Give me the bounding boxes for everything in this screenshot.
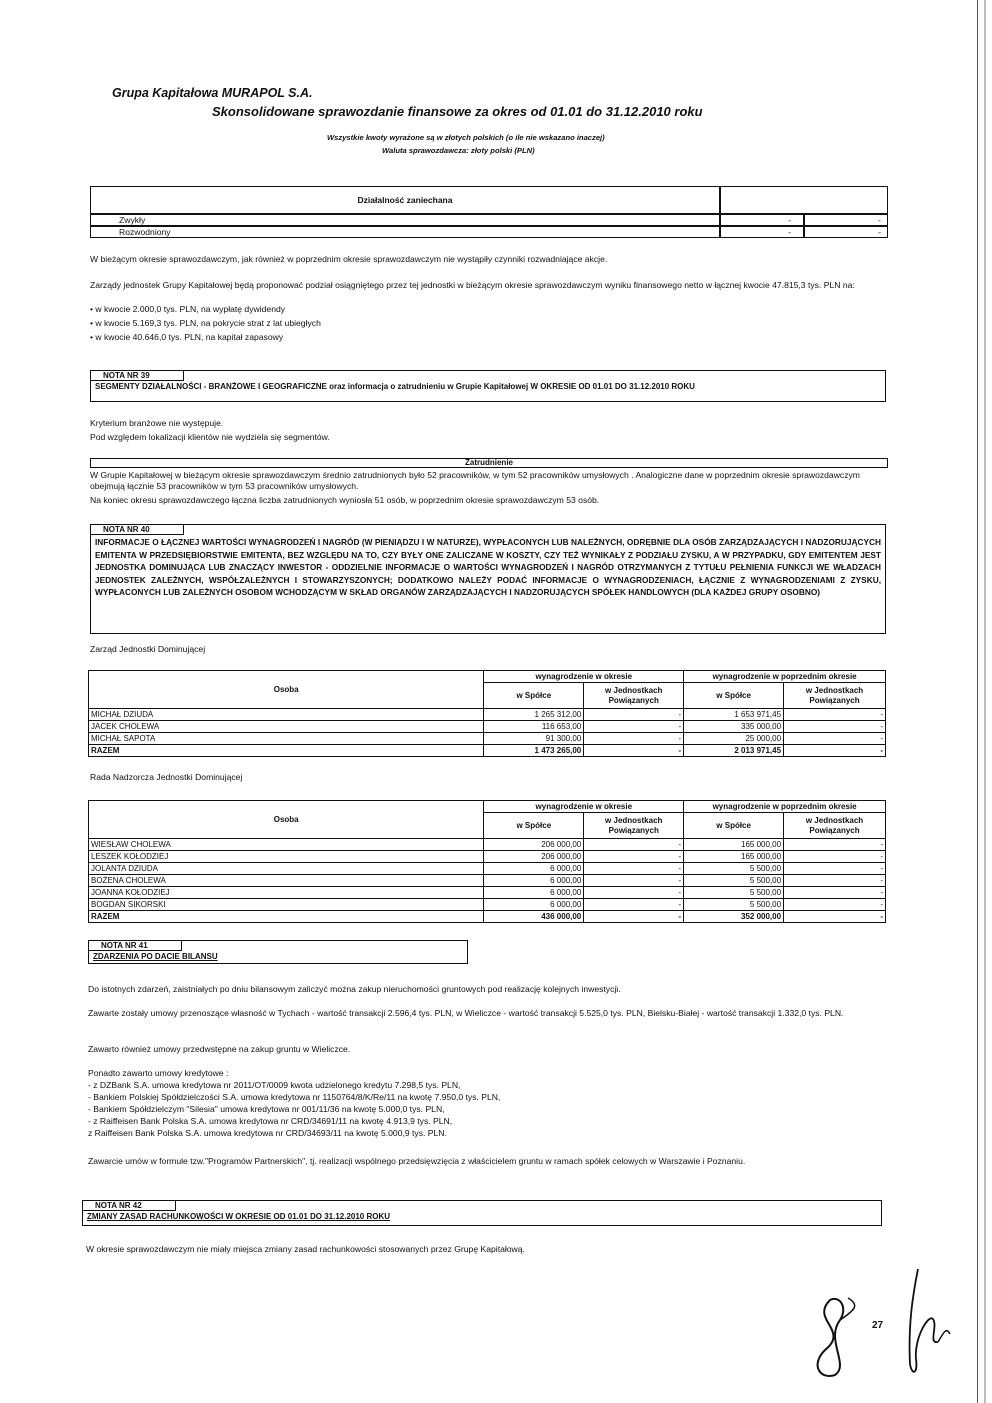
cell-value: - (584, 733, 684, 745)
col-company: w Spółce (684, 813, 784, 839)
cell-value: - (584, 839, 684, 851)
col-related: w Jednostkach Powiązanych (584, 683, 684, 709)
table-row (89, 851, 886, 863)
cell-value: - (584, 887, 684, 899)
col-related: w Jednostkach Powiązanych (584, 813, 684, 839)
employment-text: W Grupie Kapitałowej w bieżącym okresie sprawozdawczym średnio zatrudnionych było 52 pracowników, w tym 52 pracowników umysłowych . Analogiczne dane w poprzednim okresie sprawozdawczym obejmują łącznie 53 pracowników w tym 53 pracowników umysłowych. (90, 470, 860, 491)
signature-stroke (910, 1269, 938, 1372)
discontinued-row-v2 (804, 214, 888, 226)
cell-value: - (784, 887, 886, 899)
cell-value: - (784, 709, 886, 721)
credit-item: - Bankiem Polskiej Spółdzielczości S.A. umowa kredytowa nr 1150764/8/K/Re/11 na kwotę 7.950,0 tys. PLN, (88, 1092, 501, 1102)
cell-value: - (584, 875, 684, 887)
nota42-label: NOTA NR 42 (83, 1201, 176, 1211)
dilution-note: W bieżącym okresie sprawozdawczym, jak również w poprzednim okresie sprawozdawczym nie wystąpiły czynniki rozwadniające akcje. (90, 254, 608, 264)
cell-value: - (784, 875, 886, 887)
nota41-title: ZDARZENIA PO DACIE BILANSU (93, 952, 218, 961)
nota41-p5: Zawarcie umów w formule tzw."Programów Partnerskich", tj. realizacji wspólnego przedsięwzięcia z właścicielem gruntu w ramach spółek celowych w Warszawie i Poznaniu. (88, 1156, 746, 1166)
discontinued-row-label: Zwykły (119, 215, 146, 225)
nota39-box (90, 370, 886, 402)
col-person: Osoba (89, 671, 484, 709)
person-name: MICHAŁ SAPOTA (89, 733, 484, 745)
nota41-p1: Do istotnych zdarzeń, zaistniałych po dniu bilansowym zaliczyć można zakup nieruchomości gruntowych pod realizację kolejnych inwestycji. (88, 984, 621, 994)
col-person: Osoba (89, 801, 484, 839)
signature-stroke (938, 1331, 950, 1342)
discontinued-row-label: Rozwodniony (119, 227, 171, 237)
cell-value: 206 000,00 (484, 851, 584, 863)
dividend-intro: Zarządy jednostek Grupy Kapitałowej będą proponować podział osiągniętego przez tej jednostki w bieżącym okresie sprawozdawczym wyniku finansowego netto w łącznej kwocie 47.815,3 tys. PLN na: (90, 280, 855, 290)
discontinued-value: - (878, 215, 881, 225)
cell-value: 91 300,00 (484, 733, 584, 745)
cell-value: 6 000,00 (484, 875, 584, 887)
cell-value: 1 653 971,45 (684, 709, 784, 721)
cell-value: 5 500,00 (684, 875, 784, 887)
cell-value: - (784, 733, 886, 745)
person-name: JACEK CHOLEWA (89, 721, 484, 733)
table-row (89, 863, 886, 875)
table-row (89, 875, 886, 887)
person-name: BOGDAN SIKORSKI (89, 899, 484, 911)
discontinued-row (90, 214, 720, 226)
cell-value: - (784, 839, 886, 851)
table-row (89, 721, 886, 733)
board-table (88, 670, 886, 757)
discontinued-value: - (878, 227, 881, 237)
nota39-label: NOTA NR 39 (91, 371, 184, 381)
cell-value: 352 000,00 (684, 911, 784, 923)
cell-value: 6 000,00 (484, 899, 584, 911)
cell-value: 5 500,00 (684, 899, 784, 911)
discontinued-row (90, 226, 720, 238)
nota41-p2: Zawarte zostały umowy przenoszące własność w Tychach - wartość transakcji 2.596,4 tys. PLN, w Wieliczce - wartość transakcji 5.525,0 tys. PLN, Bielsku-Białej - wartość transakcji 1.332,0 tys. PLN. (88, 1008, 844, 1018)
cell-value: 25 000,00 (684, 733, 784, 745)
employment-title: Zatrudnienie (464, 458, 513, 467)
discontinued-row-v1 (720, 226, 804, 238)
nota40-title: INFORMACJE O ŁĄCZNEJ WARTOŚCI WYNAGRODZEŃ I NAGRÓD (W PIENIĄDZU I W NATURZE), WYPŁACONYCH LUB NALEŻNYCH, ODRĘBNIE DLA OSÓB ZARZĄDZAJĄCYCH I NADZORUJĄCYCH EMITENTA W PRZEDSIĘBIORSTWIE EMITENTA, BEZ WZGLĘDU NA TO, CZY BYŁY ONE ZALICZANE W KOSZTY, CZY TEŻ WYNIKAŁY Z PODZIAŁU ZYSKU, A W PRZYPADKU, GDY EMITENTEM JEST JEDNOSTKA DOMINUJĄCA LUB ZNACZĄCY INWESTOR - ODDZIELNIE INFORMACJE O WARTOŚCI WYNAGRODZEŃ I NAGRÓD OTRZYMANYCH Z TYTUŁU PEŁNIENIA FUNKCJI WE WŁADZACH JEDNOSTEK ZALEŻNYCH, WSPÓŁZALEŻNYCH I STOWARZYSZONYCH; DODATKOWO NALEŻY PODAĆ INFORMACJE O WYNAGRODZENIACH, ŁĄCZNIE Z WYNAGRODZENIAMI Z ZYSKU, WYPŁACONYCH LUB ZALEŻNYCH OSOBOM WCHODZĄCYM W SKŁAD ORGANÓW ZARZĄDZAJĄCYCH I NADZORUJĄCYCH SPÓŁEK HANDLOWYCH (DLA KAŻDEJ GRUPY OSOBNO) (95, 537, 881, 597)
supervisory-table (88, 800, 886, 923)
credit-item: - z DZBank S.A. umowa kredytowa nr 2011/OT/0009 kwota udzielonego kredytu 7.298,5 tys. PLN, (88, 1080, 461, 1090)
person-name: BOŻENA CHOLEWA (89, 875, 484, 887)
person-name: LESZEK KOŁODZIEJ (89, 851, 484, 863)
col-related: w Jednostkach Powiązanych (784, 813, 886, 839)
total-label: RAZEM (89, 745, 484, 757)
discontinued-value: - (788, 215, 791, 225)
cell-value: - (584, 709, 684, 721)
segment-line-1: Kryterium branżowe nie występuje. (90, 418, 224, 428)
signature-stroke (818, 1299, 844, 1376)
cell-value: - (784, 721, 886, 733)
supervisory-title: Rada Nadzorcza Jednostki Dominującej (90, 772, 243, 782)
company-name: Grupa Kapitałowa MURAPOL S.A. (112, 86, 313, 100)
person-name: JOLANTA DZIUDA (89, 863, 484, 875)
col-prev-period: wynagrodzenie w poprzednim okresie (684, 801, 886, 813)
discontinued-row-v1 (720, 214, 804, 226)
dividend-bullet: • w kwocie 5.169,3 tys. PLN, na pokrycie strat z lat ubiegłych (90, 318, 321, 328)
cell-value: - (784, 899, 886, 911)
discontinued-title: Działalność zaniechana (357, 195, 453, 205)
table-row (89, 709, 886, 721)
cell-value: 6 000,00 (484, 887, 584, 899)
cell-value: - (584, 745, 684, 757)
cell-value: 116 653,00 (484, 721, 584, 733)
person-name: JOANNA KOŁODZIEJ (89, 887, 484, 899)
nota40-box (90, 524, 886, 634)
dividend-bullet: • w kwocie 2.000,0 tys. PLN, na wypłatę dywidendy (90, 304, 286, 314)
employment-title-box (90, 458, 888, 468)
cell-value: 165 000,00 (684, 851, 784, 863)
dividend-bullet-text: w kwocie 40.646,0 tys. PLN, na kapitał zapasowy (95, 332, 284, 342)
report-title: Skonsolidowane sprawozdanie finansowe za okres od 01.01 do 31.12.2010 roku (212, 104, 703, 119)
cell-value: 6 000,00 (484, 863, 584, 875)
discontinued-row-v2 (804, 226, 888, 238)
table-total-row (89, 911, 886, 923)
nota42-title: ZMIANY ZASAD RACHUNKOWOŚCI W OKRESIE OD 01.01 DO 31.12.2010 ROKU (87, 1212, 391, 1221)
cell-value: 5 500,00 (684, 887, 784, 899)
col-prev-period: wynagrodzenie w poprzednim okresie (684, 671, 886, 683)
cell-value: 5 500,00 (684, 863, 784, 875)
col-period: wynagrodzenie w okresie (484, 671, 684, 683)
cell-value: 1 473 265,00 (484, 745, 584, 757)
col-company: w Spółce (484, 683, 584, 709)
currency-note: Waluta sprawozdawcza: złoty polski (PLN) (382, 146, 535, 155)
credit-item: - Bankiem Spółdzielczym "Silesia" umowa kredytowa nr 001/11/36 na kwotę 5.000,0 tys. PLN, (88, 1104, 445, 1114)
discontinued-header (90, 186, 720, 214)
person-name: WIESŁAW CHOLEWA (89, 839, 484, 851)
cell-value: 335 000,00 (684, 721, 784, 733)
signature-2 (888, 1264, 958, 1384)
dividend-bullet-text: w kwocie 2.000,0 tys. PLN, na wypłatę dywidendy (95, 304, 286, 314)
signature-1 (800, 1280, 880, 1390)
cell-value: - (784, 745, 886, 757)
nota39-title: SEGMENTY DZIAŁALNOŚCI - BRANŻOWE I GEOGRAFICZNE oraz informacja o zatrudnieniu w Grupie Kapitałowej W OKRESIE OD 01.01 DO 31.12.2010 ROKU (95, 382, 695, 391)
table-row (89, 899, 886, 911)
col-company: w Spółce (484, 813, 584, 839)
dividend-bullet: • w kwocie 40.646,0 tys. PLN, na kapitał zapasowy (90, 332, 284, 342)
nota41-label: NOTA NR 41 (89, 941, 182, 951)
nota40-label: NOTA NR 40 (91, 525, 184, 535)
segment-line-2: Pod względem lokalizacji klientów nie wydziela się segmentów. (90, 432, 330, 442)
scan-edge-right-outer (984, 0, 986, 1403)
table-row (89, 839, 886, 851)
cell-value: - (584, 721, 684, 733)
cell-value: 2 013 971,45 (684, 745, 784, 757)
amounts-note: Wszystkie kwoty wyrażone są w złotych polskich (o ile nie wskazano inaczej) (327, 133, 605, 142)
cell-value: - (584, 911, 684, 923)
credit-item: z Raiffeisen Bank Polska S.A. umowa kredytowa nr CRD/34693/11 na kwotę 5.000,9 tys. PLN. (88, 1128, 447, 1138)
nota42-text: W okresie sprawozdawczym nie miały miejsca zmiany zasad rachunkowości stosowanych przez Grupę Kapitałową. (86, 1244, 525, 1254)
cell-value: - (584, 851, 684, 863)
col-related: w Jednostkach Powiązanych (784, 683, 886, 709)
nota41-p4: Ponadto zawarto umowy kredytowe : (88, 1068, 229, 1078)
table-row (89, 733, 886, 745)
discontinued-value: - (788, 227, 791, 237)
page-number: 27 (872, 1320, 884, 1331)
cell-value: - (584, 899, 684, 911)
scan-edge-right (977, 0, 978, 1403)
cell-value: 165 000,00 (684, 839, 784, 851)
col-period: wynagrodzenie w okresie (484, 801, 684, 813)
nota41-box (88, 940, 468, 964)
cell-value: - (784, 863, 886, 875)
cell-value: - (584, 863, 684, 875)
discontinued-header-right (720, 186, 888, 214)
col-company: w Spółce (684, 683, 784, 709)
cell-value: 436 000,00 (484, 911, 584, 923)
board-title: Zarząd Jednostki Dominującej (90, 644, 206, 654)
table-total-row (89, 745, 886, 757)
nota42-box (82, 1200, 882, 1226)
employment-end: Na koniec okresu sprawozdawczego łączna liczba zatrudnionych wyniosła 51 osób, w poprzednim okresie sprawozdawczym 53 osób. (90, 495, 600, 505)
total-label: RAZEM (89, 911, 484, 923)
nota41-p3: Zawarto również umowy przedwstępne na zakup gruntu w Wieliczce. (88, 1044, 351, 1054)
credit-item: - z Raiffeisen Bank Polska S.A. umowa kredytowa nr CRD/34691/11 na kwotę 4.913,9 tys. PLN, (88, 1116, 453, 1126)
table-row (89, 887, 886, 899)
person-name: MICHAŁ DZIUDA (89, 709, 484, 721)
dividend-bullet-text: w kwocie 5.169,3 tys. PLN, na pokrycie strat z lat ubiegłych (95, 318, 321, 328)
cell-value: 1 265 312,00 (484, 709, 584, 721)
cell-value: - (784, 851, 886, 863)
cell-value: 206 000,00 (484, 839, 584, 851)
cell-value: - (784, 911, 886, 923)
